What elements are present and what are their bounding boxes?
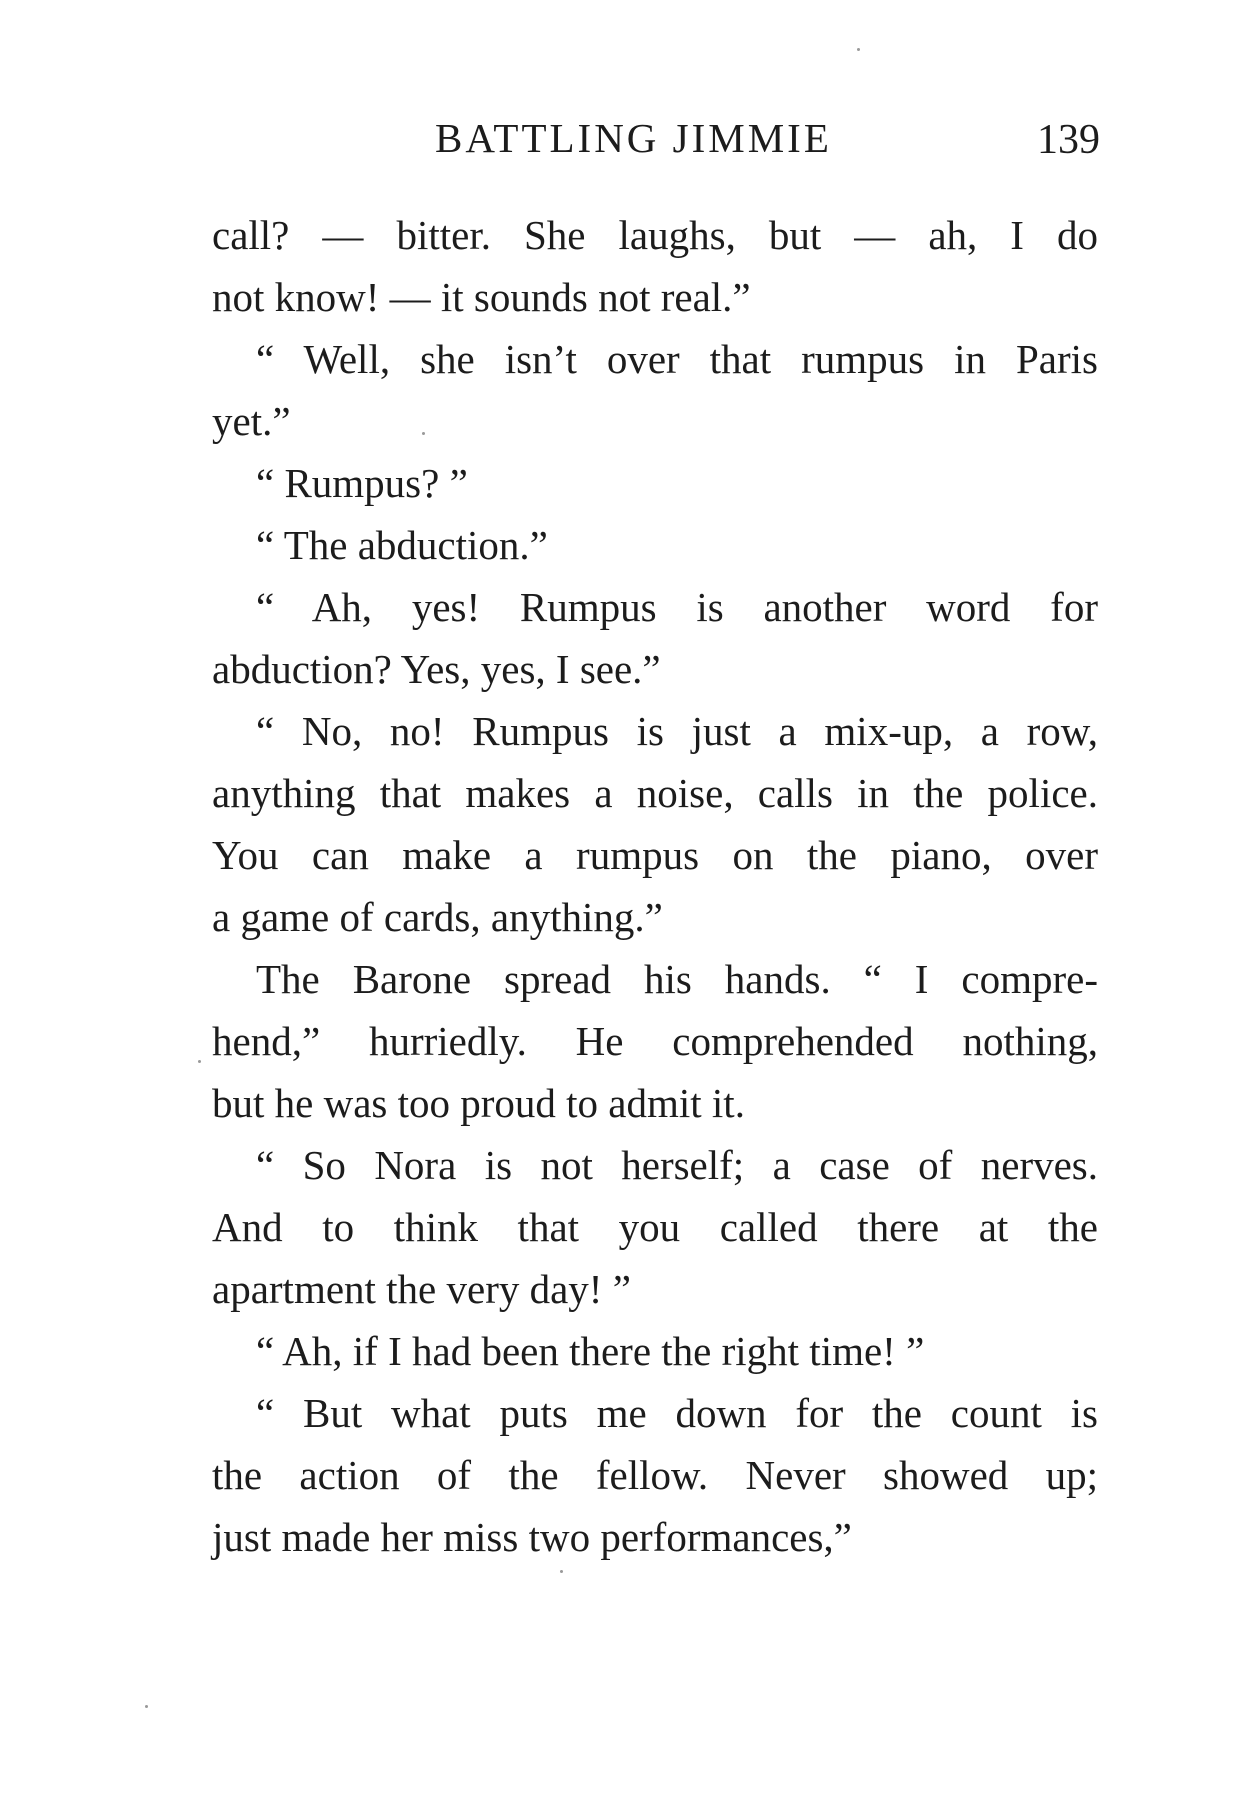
- text-line: not know! — it sounds not real.”: [212, 274, 751, 320]
- running-head: [210, 112, 1100, 164]
- paper-speck: [560, 1570, 563, 1573]
- text-line: a game of cards, anything.”: [212, 894, 663, 940]
- text-line: “ Rumpus? ”: [256, 460, 468, 506]
- text-line: And to think that you called there at the: [212, 1204, 1098, 1250]
- text-line: The Barone spread his hands. “ I compre-: [256, 956, 1098, 1002]
- text-line: yet.”: [212, 398, 291, 444]
- paper-speck: [422, 432, 425, 435]
- paper-speck: [145, 1705, 148, 1708]
- text-line: but he was too proud to admit it.: [212, 1080, 745, 1126]
- body-text: [212, 204, 1098, 1568]
- running-title: BATTLING JIMMIE: [435, 115, 832, 161]
- text-line: abduction? Yes, yes, I see.”: [212, 646, 661, 692]
- text-line: “ Ah, if I had been there the right time! ”: [256, 1328, 925, 1374]
- text-line: “ The abduction.”: [256, 522, 548, 568]
- text-line: “ So Nora is not herself; a case of nerves.: [256, 1142, 1098, 1188]
- text-line: call? — bitter. She laughs, but — ah, I do: [212, 212, 1098, 258]
- text-line: You can make a rumpus on the piano, over: [212, 832, 1098, 878]
- text-line: “ But what puts me down for the count is: [256, 1390, 1098, 1436]
- text-line: “ No, no! Rumpus is just a mix-up, a row,: [256, 708, 1098, 754]
- text-line: hend,” hurriedly. He comprehended nothing,: [212, 1018, 1098, 1064]
- text-line: just made her miss two performances,”: [212, 1514, 852, 1560]
- text-line: “ Well, she isn’t over that rumpus in Paris: [256, 336, 1098, 382]
- text-line: anything that makes a noise, calls in the police.: [212, 770, 1098, 816]
- paper-speck: [198, 1060, 201, 1063]
- paper-speck: [857, 48, 860, 51]
- page-number: 139: [1037, 117, 1100, 163]
- text-line: apartment the very day! ”: [212, 1266, 631, 1312]
- text-line: the action of the fellow. Never showed up;: [212, 1452, 1098, 1498]
- text-line: “ Ah, yes! Rumpus is another word for: [256, 584, 1098, 630]
